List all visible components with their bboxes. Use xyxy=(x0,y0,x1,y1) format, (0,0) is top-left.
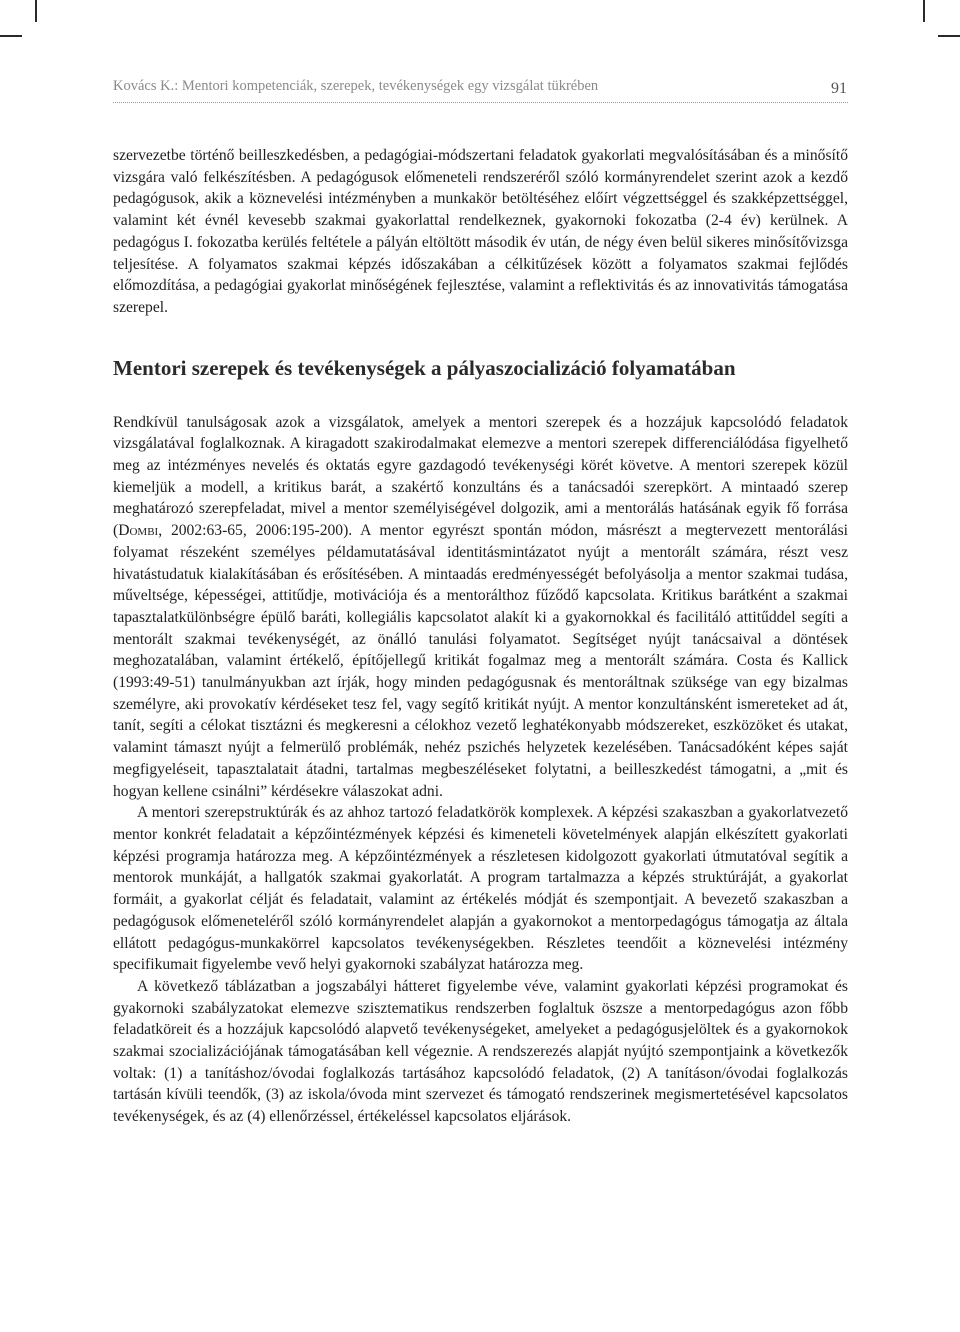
paragraph-1-text-a: Rendkívül tanulságosak azok a vizsgálatok, amelyek a mentori szerepek és a hozzájuk kapcsolódó feladatok vizsgálatával foglalkoznak. A kiragadott szakirodalmakat elemezve a mentori szerepek differenciálódása figyelhető meg az intézményes nevelés és oktatás egyre gazdagodó tevékenységi körét követve. A mentori szerepek közül kiemeljük a modell, a kritikus barát, a szakértő konzultáns és a tanácsadói szerepkört. A mintaadó szerep meghatározó szerepfeladat, mivel a mentor személyiségével dolgozik, ami a mentorálás hatásának egyik fő forrása ( xyxy=(113,413,848,540)
citation-author: Dombi xyxy=(118,522,159,540)
crop-mark-top-left-h xyxy=(0,35,22,37)
intro-paragraph: szervezetbe történő beilleszkedésben, a pedagógiai-módszertani feladatok gyakorlati megvalósításában és a minősítő vizsgára való felkészítésben. A pedagógusok előmeneteli rendszeréről szóló kormányrendelet szerint azok a kezdő pedagógusok, akik a köznevelési intézményben a munkakör betöltéséhez előírt végzettséggel és szakképzettséggel, valamint két évnél kevesebb szakmai gyakorlattal rendelkeznek, gyakornoki fokozatba (2-4 év) kerülnek. A pedagógus I. fokozatba kerülés feltétele a pályán eltöltött második év után, de négy éven belül sikeres minősítővizsga teljesítése. A folyamatos szakmai képzés időszakában a célkitűzések között a folyamatos szakmai fejlődés előmozdítása, a pedagógiai gyakorlat minőségének fejlesztése, valamint a reflektivitás és az innovativitás támogatása szerepel. xyxy=(113,147,848,316)
section-heading: Mentori szerepek és tevékenységek a pályaszocializáció folyamatában xyxy=(113,355,736,380)
paragraph-1 xyxy=(113,412,848,803)
crop-mark-top-right xyxy=(923,0,925,22)
article-body xyxy=(113,145,848,1128)
header-divider xyxy=(113,102,848,103)
page-number: 91 xyxy=(831,80,847,97)
running-title: Kovács K.: Mentori kompetenciák, szerepek, tevékenységek egy vizsgálat tükrében xyxy=(113,78,599,94)
paragraph-2: A mentori szerepstruktúrák és az ahhoz tartozó feladatkörök komplexek. A képzési szakaszban a gyakorlatvezető mentor konkrét feladatait a képzőintézmények képzési és kimeneteli követelmények alapján elkészített gyakorlati képzési programja határozza meg. A képzőintézmények a részletesen kidolgozott gyakorlati útmutatóval segítik a mentorok munkáját, a hallgatók szakmai gyakorlatát. A program tartalmazza a képzés struktúráját, a gyakorlat formáit, a gyakorlat célját és feladatait, valamint az értékelés módját és szempontjait. A bevezető szakaszban a pedagógusok előmeneteléről szóló kormányrendelet alapján a gyakornokot a mentorpedagógus támogatja az általa ellátott pedagógus-munkakörrel kapcsolatos tevékenységekben. Részletes teendőit a köznevelési intézmény specifikumait figyelembe vevő helyi gyakornoki szabályzat határozza meg. xyxy=(113,804,848,974)
paragraph-3: A következő táblázatban a jogszabályi hátteret figyelembe véve, valamint gyakorlati képzési programokat és gyakornoki szabályzatokat elemezve szisztematikus rendszerben foglaltuk öszsze a mentorpedagógus azon főbb feladatköreit és a hozzájuk kapcsolódó alapvető tevékenységeket, amelyeket a pedagógusjelöltek és a gyakornokok szakmai szocializációjának támogatásában kell végeznie. A rendszerezés alapját nyújtó szempontjaink a következők voltak: (1) a tanításhoz/óvodai foglalkozás tartásához kapcsolódó feladatok, (2) A tanításon/óvodai foglalkozás tartásán kívüli teendők, (3) az iskola/óvoda mint szervezet és támogató rendszerinek megismertetésével kapcsolatos tevékenységek, és az (4) ellenőrzéssel, értékeléssel kapcsolatos eljárások. xyxy=(113,977,848,1126)
crop-mark-top-right-h xyxy=(938,35,960,37)
crop-mark-top-left xyxy=(35,0,37,22)
paragraph-1-text-b: , 2002:63-65, 2006:195-200). A mentor egyrészt spontán módon, másrészt a megtervezett mentorálási folyamat részeként személyes példamutatásával identitásmintázatot nyújt a mentorált számára, részt vesz hivatástudatuk kialakításában és erősítésében. A mintaadás eredményességét befolyásolja a mentor szakmai tudása, műveltsége, képességei, attitűdje, motivációja és a mentorálthoz fűződő kapcsolata. Kritikus barátként a szakmai tapasztalatkülönbségre épülő baráti, kollegiális kapcsolatot alakít ki a gyakornokkal és facilitáló attitűddel segíti a mentorált szakmai tevékenységét, az önálló tanulási folyamatot. Segítséget nyújt tanácsaival a döntések meghozatalában, valamint értékelő, építőjellegű kritikát fogalmaz meg a mentorált számára. Costa és Kallick (1993:49-51) tanulmányukban azt írják, hogy minden pedagógusnak és mentoráltnak szüksége van egy bizalmas személyre, aki provokatív kérdéseket tesz fel, vagy segítő kritikát nyújt. A mentor konzultánsként ismereteket ad át, tanít, segíti a célokat tisztázni és megkeresni a célokhoz vezető leghatékonyabb módszereket, eszközöket és utakat, valamint támaszt nyújt a felmerülő problémák, nehéz pszichés helyzetek kezelésében. Tanácsadóként képes saját megfigyeléseit, tapasztalatait átadni, tartalmas megbeszéléseket folytatni, a beilleszkedést támogatni, a „mit és hogyan kellene csinálni” kérdésekre válaszokat adni. xyxy=(113,522,848,800)
